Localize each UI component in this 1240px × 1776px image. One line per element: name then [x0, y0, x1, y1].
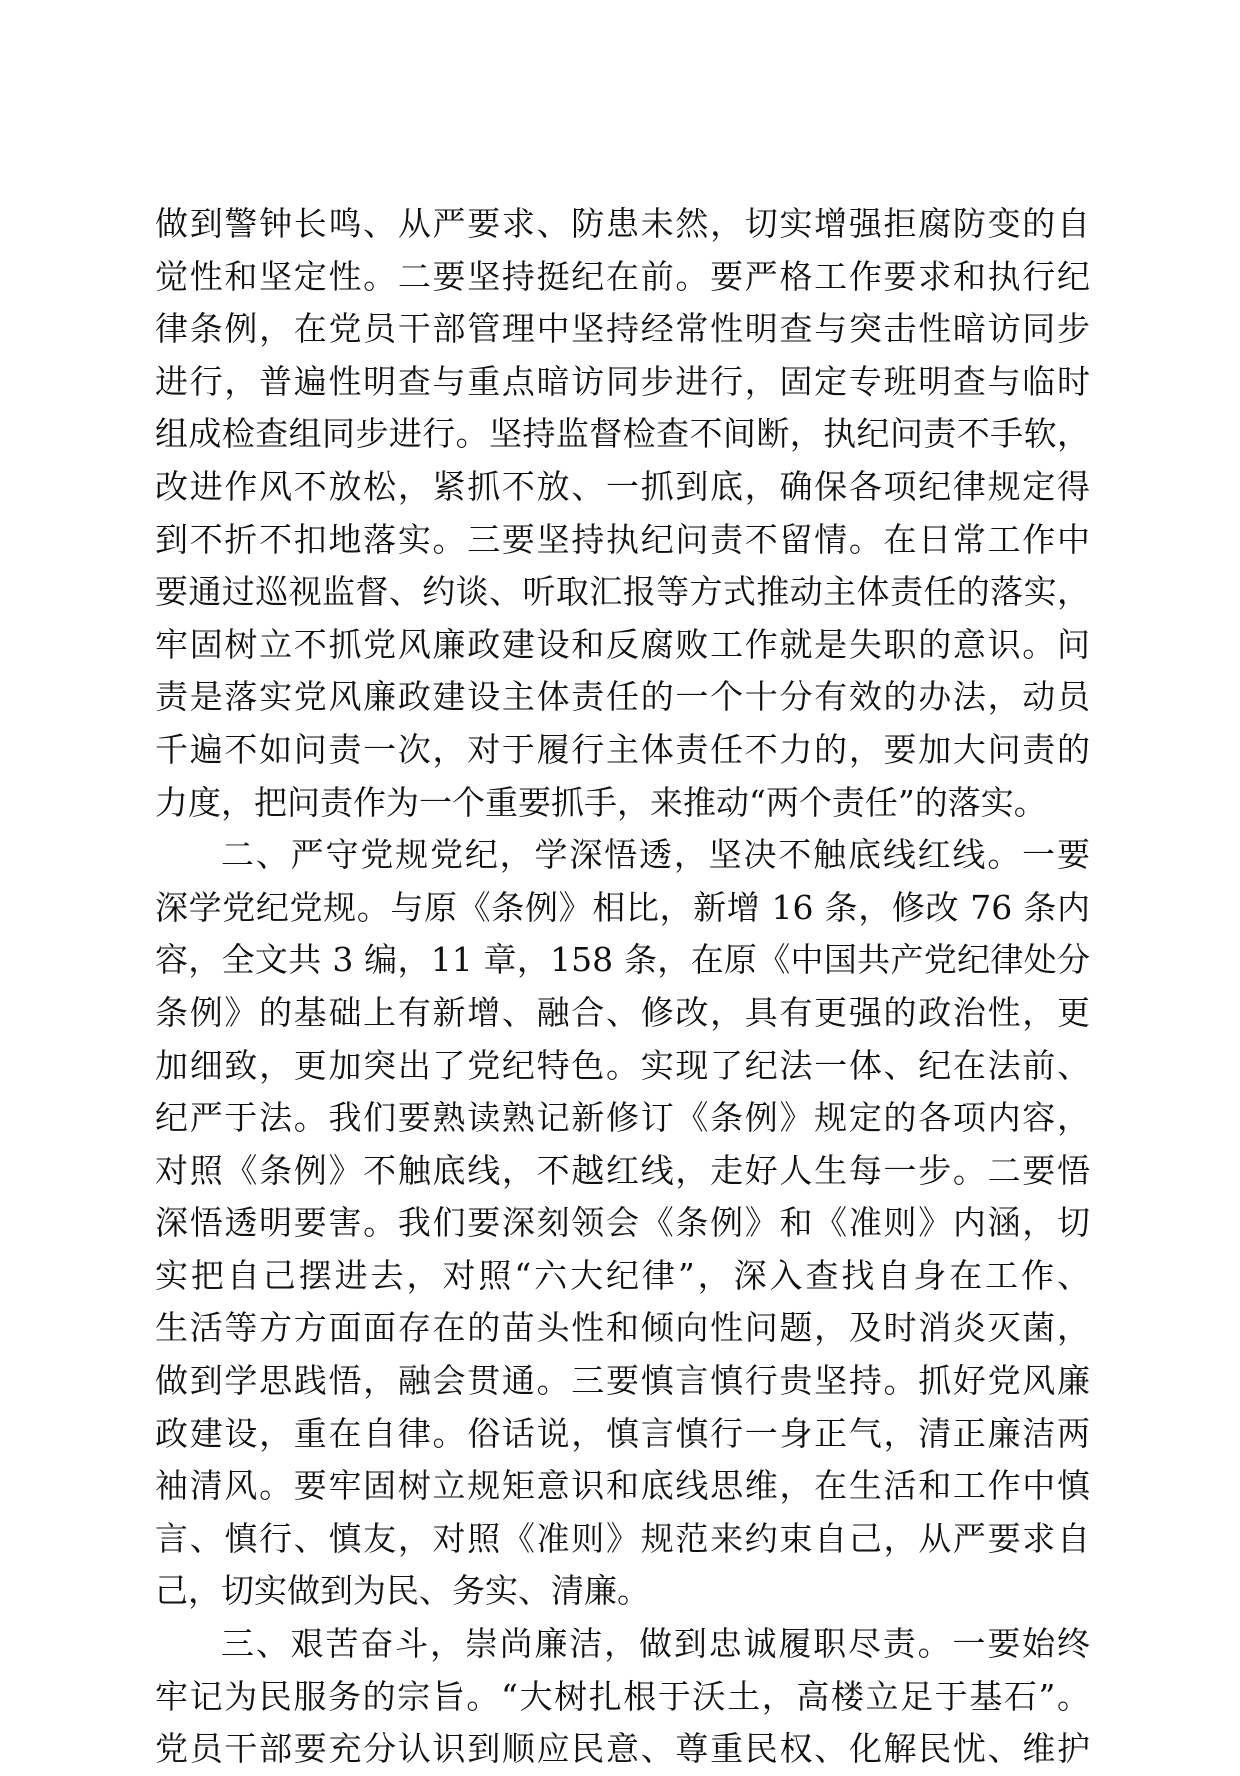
text-line: 政建设，重在自律。俗话说，慎言慎行一身正气，清正廉洁两 — [155, 1413, 1090, 1453]
text-line: 觉性和坚定性。二要坚持挺纪在前。要严格工作要求和执行纪 — [155, 256, 1090, 296]
text-line: 容，全文共 3 编，11 章，158 条，在原《中国共产党纪律处分 — [155, 940, 1090, 980]
text-line: 加细致，更加突出了党纪特色。实现了纪法一体、纪在法前、 — [155, 1045, 1090, 1085]
text-line: 到不折不扣地落实。三要坚持执纪问责不留情。在日常工作中 — [155, 519, 1090, 559]
text-line: 律条例，在党员干部管理中坚持经常性明查与突击性暗访同步 — [155, 309, 1090, 349]
text-line: 要通过巡视监督、约谈、听取汇报等方式推动主体责任的落实， — [155, 572, 1090, 612]
text-line: 深悟透明要害。我们要深刻领会《条例》和《准则》内涵，切 — [155, 1203, 1090, 1243]
text-line: 条例》的基础上有新增、融合、修改，具有更强的政治性，更 — [155, 992, 1090, 1032]
text-line: 牢记为民服务的宗旨。“大树扎根于沃土，高楼立足于基石”。 — [155, 1676, 1090, 1716]
text-line: 党员干部要充分认识到顺应民意、尊重民权、化解民忧、维护 — [155, 1729, 1090, 1769]
text-line: 组成检查组同步进行。坚持监督检查不间断，执纪问责不手软， — [155, 414, 1090, 454]
text-line: 做到学思践悟，融会贯通。三要慎言慎行贵坚持。抓好党风廉 — [155, 1361, 1090, 1401]
paragraph-end-line: 力度，把问责作为一个重要抓手，来推动“两个责任”的落实。 — [155, 782, 1047, 822]
section-heading-line: 二、严守党规党纪，学深悟透，坚决不触底线红线。一要 — [221, 835, 1090, 875]
text-line: 纪严于法。我们要熟读熟记新修订《条例》规定的各项内容， — [155, 1098, 1090, 1138]
section-heading-line: 三、艰苦奋斗，崇尚廉洁，做到忠诚履职尽责。一要始终 — [221, 1624, 1090, 1664]
text-line: 做到警钟长鸣、从严要求、防患未然，切实增强拒腐防变的自 — [155, 204, 1090, 243]
text-line: 生活等方方面面存在的苗头性和倾向性问题，及时消炎灭菌， — [155, 1308, 1090, 1348]
paragraph-end-line: 己，切实做到为民、务实、清廉。 — [155, 1571, 650, 1611]
text-line: 千遍不如问责一次，对于履行主体责任不力的，要加大问责的 — [155, 729, 1090, 769]
text-line: 实把自己摆进去，对照“六大纪律”，深入查找自身在工作、 — [155, 1255, 1090, 1295]
text-line: 深学党纪党规。与原《条例》相比，新增 16 条，修改 76 条内 — [155, 887, 1090, 927]
text-line: 言、慎行、慎友，对照《准则》规范来约束自己，从严要求自 — [155, 1518, 1090, 1558]
text-line: 牢固树立不抓党风廉政建设和反腐败工作就是失职的意识。问 — [155, 624, 1090, 664]
text-line: 袖清风。要牢固树立规矩意识和底线思维，在生活和工作中慎 — [155, 1466, 1090, 1506]
text-line: 改进作风不放松，紧抓不放、一抓到底，确保各项纪律规定得 — [155, 466, 1090, 506]
body-text — [155, 198, 1090, 1776]
text-line: 责是落实党风廉政建设主体责任的一个十分有效的办法，动员 — [155, 677, 1090, 717]
text-line: 进行，普遍性明查与重点暗访同步进行，固定专班明查与临时 — [155, 361, 1090, 401]
text-line: 对照《条例》不触底线，不越红线，走好人生每一步。二要悟 — [155, 1150, 1090, 1190]
